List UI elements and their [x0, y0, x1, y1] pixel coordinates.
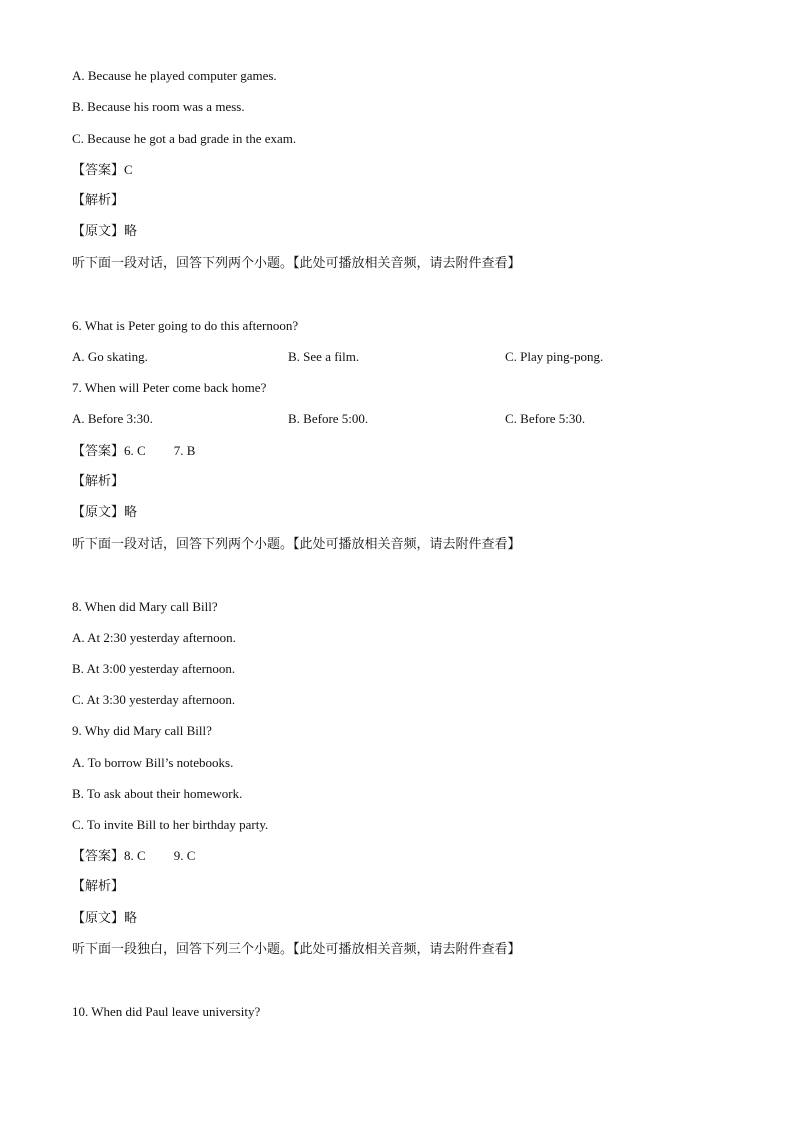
q9-question: 9. Why did Mary call Bill?: [72, 723, 212, 738]
answer-value-8: 8. C: [124, 848, 146, 863]
section-6-7-analysis-label: 【解析】: [72, 474, 125, 489]
section-8-9-instruction: 听下面一段对话，回答下列两个小题。【此处可播放相关音频，请去附件查看】: [72, 537, 521, 552]
section-6-7-original: [72, 503, 137, 523]
q8-option-c: C. At 3:30 yesterday afternoon.: [72, 692, 236, 707]
answer-value-9: 9. C: [173, 848, 196, 863]
answer-value-7: 7. B: [173, 443, 196, 458]
q6-option-c: C. Play ping-pong.: [505, 349, 604, 364]
q7-question: 7. When will Peter come back home?: [72, 380, 267, 395]
q7-option-a: A. Before 3:30.: [72, 411, 153, 426]
original-label: 【原文】: [72, 911, 125, 926]
section-8-9-answer: [72, 846, 195, 866]
q6-option-b: B. See a film.: [288, 349, 360, 364]
q8-option-a: A. At 2:30 yesterday afternoon.: [72, 630, 236, 645]
answer-label: 【答案】: [72, 163, 125, 178]
q5-option-c: C. Because he got a bad grade in the exam.: [72, 131, 297, 146]
original-text: 略: [124, 224, 138, 239]
original-label: 【原文】: [72, 505, 125, 520]
q9-option-a: A. To borrow Bill’s notebooks.: [72, 755, 234, 770]
q9-option-b: B. To ask about their homework.: [72, 786, 243, 801]
answer-label: 【答案】: [72, 444, 125, 459]
section-8-9-original: [72, 909, 137, 929]
q7-option-b: B. Before 5:00.: [288, 411, 369, 426]
original-label: 【原文】: [72, 224, 125, 239]
q5-answer: [72, 160, 133, 180]
q8-question: 8. When did Mary call Bill?: [72, 599, 218, 614]
q7-option-c: C. Before 5:30.: [505, 411, 586, 426]
q6-question: 6. What is Peter going to do this afternoon?: [72, 318, 299, 333]
q5-option-b: B. Because his room was a mess.: [72, 99, 245, 114]
original-text: 略: [124, 911, 138, 926]
q10-question: 10. When did Paul leave university?: [72, 1004, 261, 1019]
q5-option-a: A. Because he played computer games.: [72, 68, 277, 83]
answer-label: 【答案】: [72, 849, 125, 864]
q8-option-b: B. At 3:00 yesterday afternoon.: [72, 661, 236, 676]
section-6-7-answer: [72, 441, 195, 461]
section-6-7-instruction: 听下面一段对话，回答下列两个小题。【此处可播放相关音频，请去附件查看】: [72, 256, 521, 271]
original-text: 略: [124, 505, 138, 520]
q6-option-a: A. Go skating.: [72, 349, 148, 364]
q9-option-c: C. To invite Bill to her birthday party.: [72, 817, 269, 832]
section-8-9-analysis-label: 【解析】: [72, 879, 125, 894]
q5-analysis-label: 【解析】: [72, 193, 125, 208]
q5-original: [72, 222, 137, 242]
section-10-instruction: 听下面一段独白，回答下列三个小题。【此处可播放相关音频，请去附件查看】: [72, 942, 521, 957]
answer-value-6: 6. C: [124, 443, 146, 458]
answer-value: C: [124, 162, 133, 177]
